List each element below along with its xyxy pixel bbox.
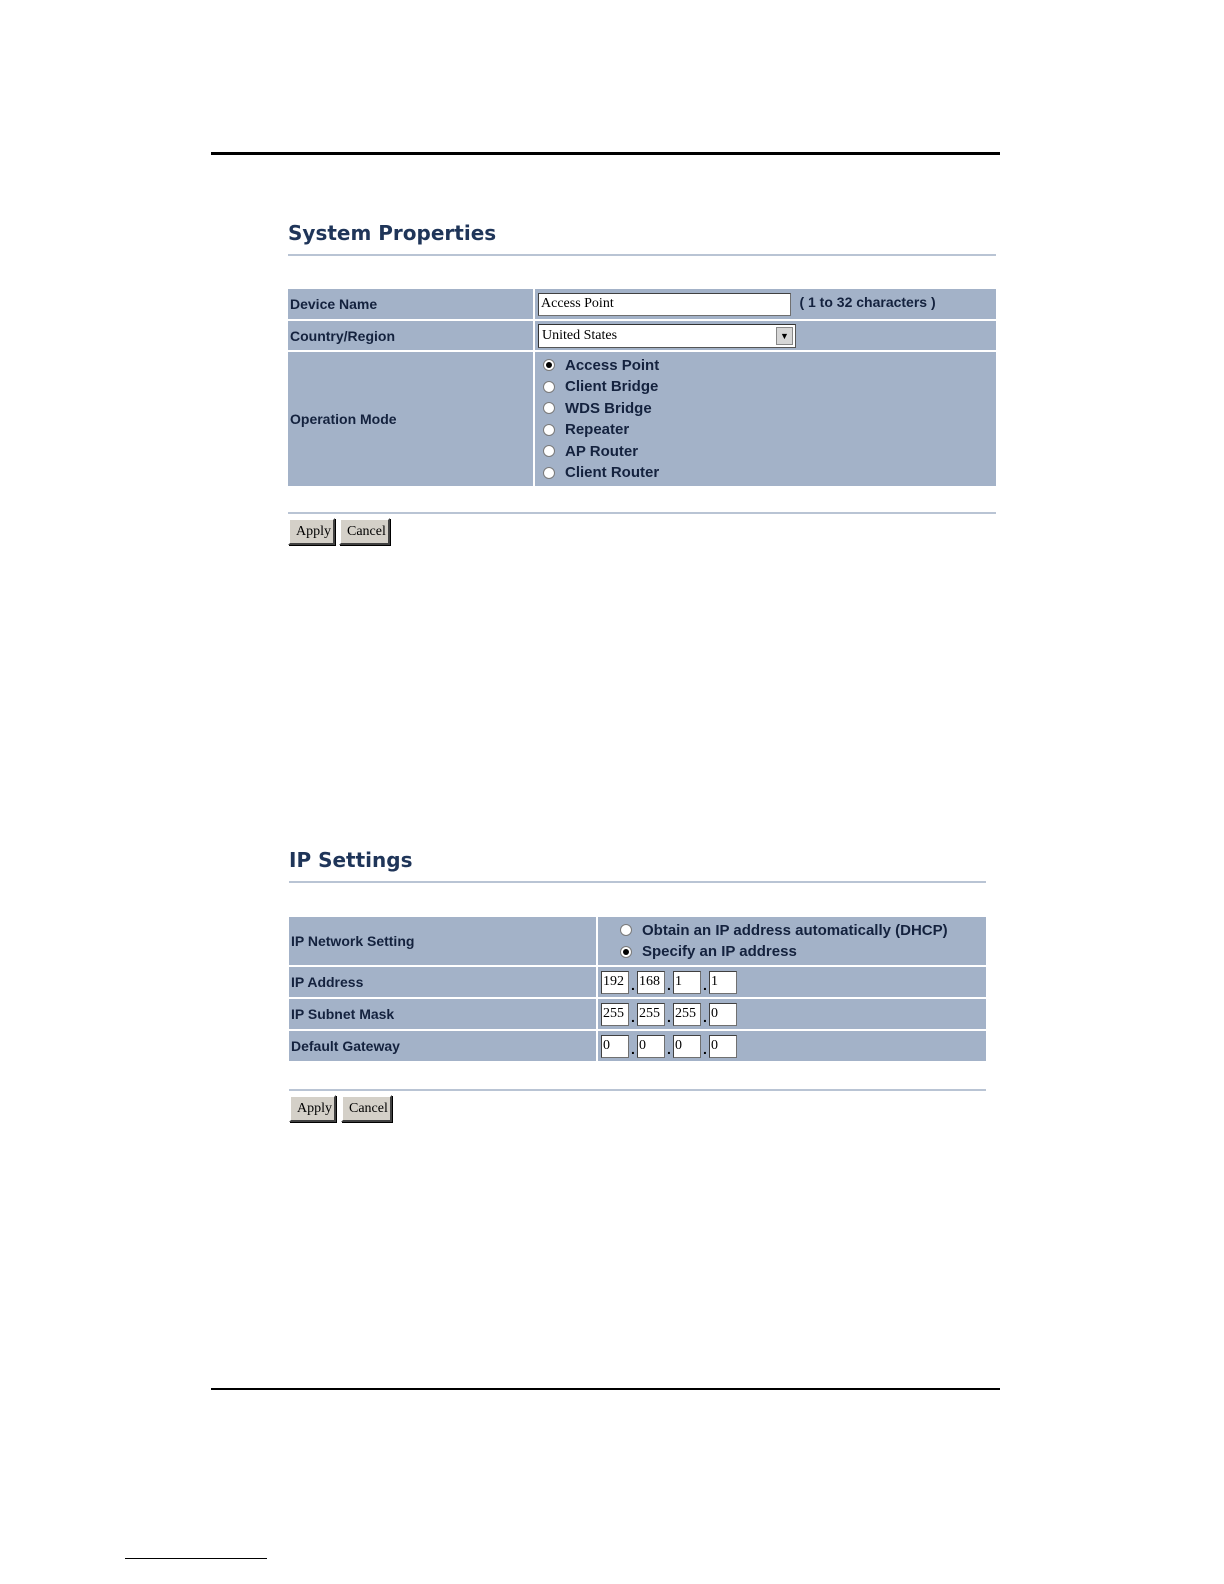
ip-network-setting-options — [598, 917, 986, 965]
radio-option-repeater[interactable] — [543, 419, 996, 441]
ip-address-octet-1[interactable] — [601, 971, 629, 994]
ip-address-group — [601, 971, 986, 994]
operation-mode-row — [288, 352, 996, 486]
system-apply-button[interactable]: Apply — [288, 518, 335, 545]
system-properties-table — [288, 287, 996, 488]
default-gateway-label: Default Gateway — [289, 1031, 598, 1061]
device-name-cell — [535, 289, 996, 319]
page-footer-rule — [211, 1388, 1000, 1390]
radio-label: Client Router — [565, 464, 660, 482]
radio-label: Obtain an IP address automatically (DHCP) — [642, 921, 948, 939]
default-gateway-group — [601, 1035, 986, 1058]
ip-settings-title-separator — [289, 881, 986, 883]
footnote-rule — [125, 1558, 267, 1559]
ip-settings-title: IP Settings — [289, 848, 413, 872]
country-region-cell — [535, 321, 996, 350]
radio-option-dhcp[interactable] — [620, 920, 986, 942]
radio-button-icon[interactable] — [543, 445, 555, 457]
ip-address-row — [289, 967, 986, 997]
ip-address-octet-2[interactable] — [637, 971, 665, 994]
ip-apply-button[interactable]: Apply — [289, 1095, 336, 1122]
ip-address-octet-3[interactable] — [673, 971, 701, 994]
octet-separator: . — [631, 1041, 635, 1057]
radio-option-client-router[interactable] — [543, 462, 996, 484]
default-gateway-octet-1[interactable] — [601, 1035, 629, 1058]
chevron-down-icon[interactable]: ▼ — [776, 327, 793, 345]
country-region-row — [288, 321, 996, 350]
system-cancel-button[interactable]: Cancel — [339, 518, 390, 545]
octet-separator: . — [703, 1041, 707, 1057]
radio-option-ap-router[interactable] — [543, 441, 996, 463]
radio-button-icon[interactable] — [620, 924, 632, 936]
radio-label: Access Point — [565, 356, 660, 374]
radio-button-icon[interactable] — [543, 467, 555, 479]
radio-option-wds-bridge[interactable] — [543, 398, 996, 420]
page-header-rule — [211, 152, 1000, 155]
operation-mode-label: Operation Mode — [288, 352, 535, 486]
ip-address-label: IP Address — [289, 967, 598, 997]
ip-address-octet-4[interactable] — [709, 971, 737, 994]
radio-button-icon[interactable] — [543, 359, 555, 371]
subnet-mask-group — [601, 1003, 986, 1026]
octet-separator: . — [667, 1041, 671, 1057]
ip-network-setting-label: IP Network Setting — [289, 917, 598, 965]
radio-label: Client Bridge — [565, 378, 659, 396]
radio-button-icon[interactable] — [620, 946, 632, 958]
radio-option-client-bridge[interactable] — [543, 376, 996, 398]
subnet-mask-cell — [598, 999, 986, 1029]
device-name-label: Device Name — [288, 289, 535, 319]
system-properties-bottom-separator — [288, 512, 996, 514]
subnet-mask-label: IP Subnet Mask — [289, 999, 598, 1029]
device-name-input[interactable] — [538, 293, 791, 316]
octet-separator: . — [631, 977, 635, 993]
system-properties-title: System Properties — [288, 221, 497, 245]
default-gateway-row — [289, 1031, 986, 1061]
radio-button-icon[interactable] — [543, 402, 555, 414]
country-region-selected-value: United States — [542, 327, 618, 343]
country-region-select[interactable] — [538, 324, 796, 348]
subnet-mask-row — [289, 999, 986, 1029]
octet-separator: . — [703, 1009, 707, 1025]
radio-option-specify-ip[interactable] — [620, 941, 986, 963]
radio-label: WDS Bridge — [565, 399, 652, 417]
default-gateway-octet-4[interactable] — [709, 1035, 737, 1058]
ip-settings-table — [289, 915, 986, 1063]
octet-separator: . — [667, 1009, 671, 1025]
subnet-mask-octet-3[interactable] — [673, 1003, 701, 1026]
octet-separator: . — [631, 1009, 635, 1025]
subnet-mask-octet-1[interactable] — [601, 1003, 629, 1026]
radio-option-access-point[interactable] — [543, 355, 996, 377]
subnet-mask-octet-4[interactable] — [709, 1003, 737, 1026]
default-gateway-cell — [598, 1031, 986, 1061]
default-gateway-octet-2[interactable] — [637, 1035, 665, 1058]
operation-mode-options — [535, 352, 996, 486]
octet-separator: . — [667, 977, 671, 993]
radio-label: Specify an IP address — [642, 943, 797, 961]
default-gateway-octet-3[interactable] — [673, 1035, 701, 1058]
radio-button-icon[interactable] — [543, 424, 555, 436]
country-region-label: Country/Region — [288, 321, 535, 350]
radio-label: AP Router — [565, 442, 639, 460]
system-properties-title-separator — [288, 254, 996, 256]
radio-label: Repeater — [565, 421, 630, 439]
ip-cancel-button[interactable]: Cancel — [341, 1095, 392, 1122]
device-name-hint: ( 1 to 32 characters ) — [799, 294, 936, 310]
radio-button-icon[interactable] — [543, 381, 555, 393]
subnet-mask-octet-2[interactable] — [637, 1003, 665, 1026]
ip-network-setting-row — [289, 917, 986, 965]
octet-separator: . — [703, 977, 707, 993]
ip-address-cell — [598, 967, 986, 997]
device-name-row — [288, 289, 996, 319]
ip-settings-bottom-separator — [289, 1089, 986, 1091]
